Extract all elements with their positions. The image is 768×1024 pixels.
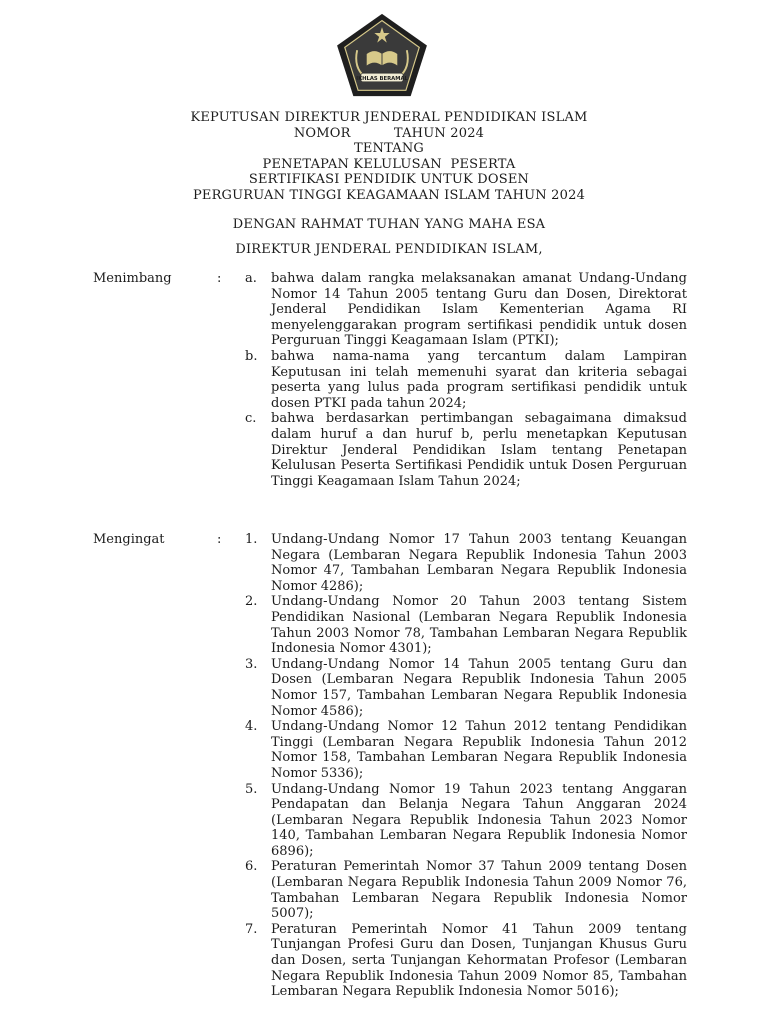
item-marker: 5.: [245, 781, 258, 797]
item-text: Undang-Undang Nomor 19 Tahun 2023 tentang Anggaran Pendapatan dan Belanja Negara Tahun Anggaran 2024 (Lembaran Negara Republik Indonesia Tahun 2023 Nomor 140, Tambahan Lembaran Negara Republik Indonesia Nomor 6896);: [271, 781, 687, 859]
item-text: Undang-Undang Nomor 12 Tahun 2012 tentang Pendidikan Tinggi (Lembaran Negara Republik Indonesia Tahun 2012 Nomor 158, Tambahan Lembaran Negara Republik Indonesia Nomor 5336);: [271, 719, 687, 781]
item-text: Undang-Undang Nomor 17 Tahun 2003 tentang Keuangan Negara (Lembaran Negara Republik Indonesia Tahun 2003 Nomor 47, Tambahan Lembaran Negara Republik Indonesia Nomor 4286);: [271, 532, 687, 594]
item-text: Undang-Undang Nomor 14 Tahun 2005 tentang Guru dan Dosen (Lembaran Negara Republik Indonesia Tahun 2005 Nomor 157, Tambahan Lembaran Negara Republik Indonesia Nomor 4586);: [271, 656, 687, 719]
menimbang-label: Menimbang: [93, 271, 172, 286]
title-line: TENTANG: [353, 141, 425, 156]
title-line: NOMOR TAHUN 2024: [293, 125, 485, 141]
decree-title: [0, 110, 768, 203]
mengingat-item-1: [93, 532, 693, 594]
mengingat-section: [93, 532, 693, 1000]
item-marker: 3.: [245, 656, 258, 672]
section-colon: :: [217, 532, 222, 547]
menimbang-item-b: [93, 349, 693, 411]
title-line: SERTIFIKASI PENDIDIK UNTUK DOSEN: [248, 172, 530, 187]
mengingat-item-3: [93, 657, 693, 719]
mengingat-item-2: [93, 594, 693, 656]
item-marker: a.: [245, 271, 257, 286]
direktur-heading: DIREKTUR JENDERAL PENDIDIKAN ISLAM,: [235, 242, 543, 257]
item-marker: 1.: [245, 532, 258, 547]
mengingat-label: Mengingat: [93, 532, 165, 547]
item-marker: 2.: [245, 594, 258, 610]
mengingat-item-6: [93, 859, 693, 921]
item-marker: 7.: [245, 921, 258, 937]
emblem-ribbon-text: IKHLAS BERAMAL: [356, 75, 408, 82]
title-line: KEPUTUSAN DIREKTUR JENDERAL PENDIDIKAN ISLAM: [190, 110, 588, 125]
menimbang-item-a: [93, 271, 693, 349]
title-line: PERGURUAN TINGGI KEAGAMAAN ISLAM TAHUN 2024: [192, 187, 586, 203]
item-text: bahwa dalam rangka melaksanakan amanat Undang-Undang Nomor 14 Tahun 2005 tentang Guru dan Dosen, Direktorat Jenderal Pendidikan Islam Kementerian Agama RI menyelenggarakan program sertifikasi pendidik untuk dosen Perguruan Tinggi Keagamaan Islam (PTKI);: [271, 271, 687, 349]
item-text: Undang-Undang Nomor 20 Tahun 2003 tentang Sistem Pendidikan Nasional (Lembaran Negara Republik Indonesia Tahun 2003 Nomor 78, Tambahan Lembaran Negara Republik Indonesia Nomor 4301);: [271, 594, 687, 657]
menimbang-item-c: [93, 411, 693, 489]
item-marker: c.: [245, 411, 257, 427]
item-text: bahwa berdasarkan pertimbangan sebagaimana dimaksud dalam huruf a dan huruf b, perlu menetapkan Keputusan Direktur Jenderal Pendidikan Islam tentang Penetapan Kelulusan Peserta Sertifikasi Pendidik untuk Dosen Perguruan Tinggi Keagamaan Islam Tahun 2024;: [271, 411, 687, 489]
kementerian-agama-emblem-icon: [334, 12, 430, 98]
section-colon: :: [217, 271, 222, 286]
item-marker: 4.: [245, 719, 258, 735]
rahmat-heading: DENGAN RAHMAT TUHAN YANG MAHA ESA: [232, 217, 546, 232]
mengingat-item-4: [93, 719, 693, 781]
item-text: bahwa nama-nama yang tercantum dalam Lampiran Keputusan ini telah memenuhi syarat dan kriteria sebagai peserta yang lulus pada program sertifikasi pendidik untuk dosen PTKI pada tahun 2024;: [271, 348, 687, 411]
item-marker: b.: [245, 348, 258, 364]
menimbang-section: [93, 271, 693, 489]
item-text: Peraturan Pemerintah Nomor 37 Tahun 2009 tentang Dosen (Lembaran Negara Republik Indonesia Tahun 2009 Nomor 76, Tambahan Lembaran Negara Republik Indonesia Nomor 5007);: [271, 859, 687, 922]
item-marker: 6.: [245, 859, 258, 875]
mengingat-item-5: [93, 782, 693, 860]
mengingat-item-7: [93, 922, 693, 1000]
title-line: PENETAPAN KELULUSAN PESERTA: [262, 156, 516, 172]
item-text: Peraturan Pemerintah Nomor 41 Tahun 2009 tentang Tunjangan Profesi Guru dan Dosen, Tunjangan Khusus Guru dan Dosen, serta Tunjangan Kehormatan Profesor (Lembaran Negara Republik Indonesia Tahun 2009 Nomor 85, Tambahan Lembaran Negara Republik Indonesia Nomor 5016);: [271, 921, 687, 1000]
